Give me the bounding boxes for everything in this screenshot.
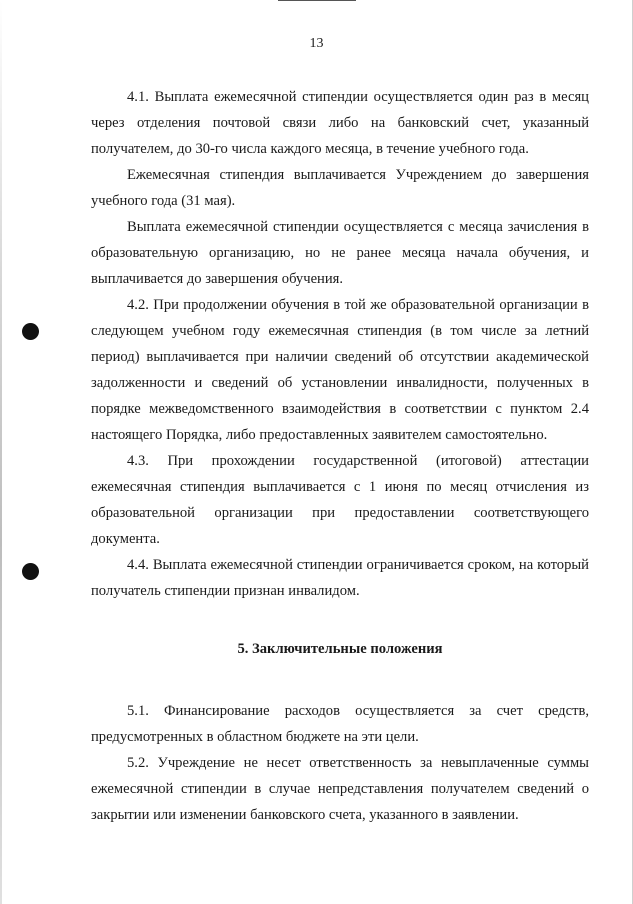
document-body bbox=[91, 84, 589, 828]
scan-edge-left bbox=[0, 0, 2, 904]
section-heading: 5. Заключительные положения bbox=[237, 641, 443, 657]
paragraph-4-1-start-month: Выплата ежемесячной стипендии осуществляется с месяца зачисления в образовательную организацию, но не ранее месяца начала обучения, и выплачивается до завершения обучения. bbox=[91, 219, 589, 287]
page-number: 13 bbox=[309, 36, 324, 51]
paragraph-5-2: 5.2. Учреждение не несет ответственность за невыплаченные суммы ежемесячной стипендии в случае непредставления получателем сведений о закрытии или изменении банковского счета, указанного в заявлении. bbox=[91, 755, 589, 823]
paragraph-4-2: 4.2. При продолжении обучения в той же образовательной организации в следующем учебном году ежемесячная стипендия (в том числе за летний период) выплачивается при наличии сведений об отсутствии академической задолженности и сведений об установлении инвалидности, полученных в порядке межведомственного взаимодействия в соответствии с пунктом 2.4 настоящего Порядка, либо предоставленных заявителем самостоятельно. bbox=[91, 297, 589, 443]
punch-hole-lower bbox=[22, 563, 39, 580]
paragraph-4-3: 4.3. При прохождении государственной (итоговой) аттестации ежемесячная стипендия выплачивается с 1 июня по месяц отчисления из образовательной организации при предоставлении соответствующего документа. bbox=[91, 453, 589, 547]
paragraph-4-1-end-date: Ежемесячная стипендия выплачивается Учреждением до завершения учебного года (31 мая). bbox=[91, 167, 589, 209]
paragraph-5-1: 5.1. Финансирование расходов осуществляется за счет средств, предусмотренных в областном бюджете на эти цели. bbox=[91, 703, 589, 745]
punch-hole-upper bbox=[22, 323, 39, 340]
scan-artifact-line bbox=[278, 0, 356, 1]
paragraph-4-4: 4.4. Выплата ежемесячной стипендии ограничивается сроком, на который получатель стипендии признан инвалидом. bbox=[91, 557, 589, 599]
paragraph-4-1: 4.1. Выплата ежемесячной стипендии осуществляется один раз в месяц через отделения почтовой связи либо на банковский счет, указанный получателем, до 30-го числа каждого месяца, в течение учебного года. bbox=[91, 89, 589, 157]
